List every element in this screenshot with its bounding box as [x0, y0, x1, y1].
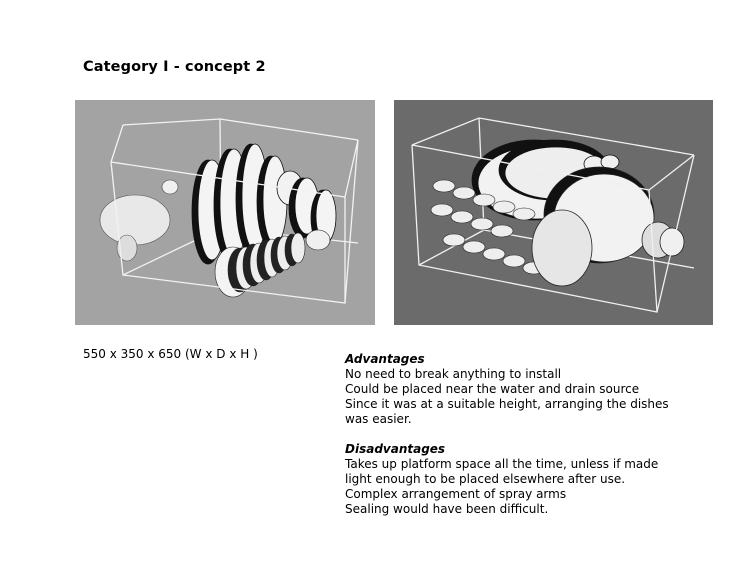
- advantage-item: Since it was at a suitable height, arranging the dishes was easier.: [345, 397, 669, 426]
- notes-section: [345, 352, 685, 517]
- dish-rack-render-left: [75, 100, 375, 325]
- dish-rack-render-right: [394, 100, 713, 325]
- page-title: Category I - concept 2: [83, 59, 266, 75]
- disadvantages-heading: Disadvantages: [345, 442, 446, 456]
- render-image-right: [394, 100, 713, 325]
- advantage-item: Could be placed near the water and drain source: [345, 382, 640, 396]
- disadvantage-item: Sealing would have been difficult.: [345, 502, 549, 516]
- render-image-left: [75, 100, 375, 325]
- disadvantage-item: Complex arrangement of spray arms: [345, 487, 567, 501]
- advantage-item: No need to break anything to install: [345, 367, 562, 381]
- mug-shape-left: [100, 180, 178, 261]
- dimensions-label: 550 x 350 x 650 (W x D x H ): [83, 347, 258, 361]
- advantages-heading: Advantages: [345, 352, 425, 366]
- disadvantage-item: Takes up platform space all the time, unless if made light enough to be placed elsewhere after use.: [345, 457, 659, 486]
